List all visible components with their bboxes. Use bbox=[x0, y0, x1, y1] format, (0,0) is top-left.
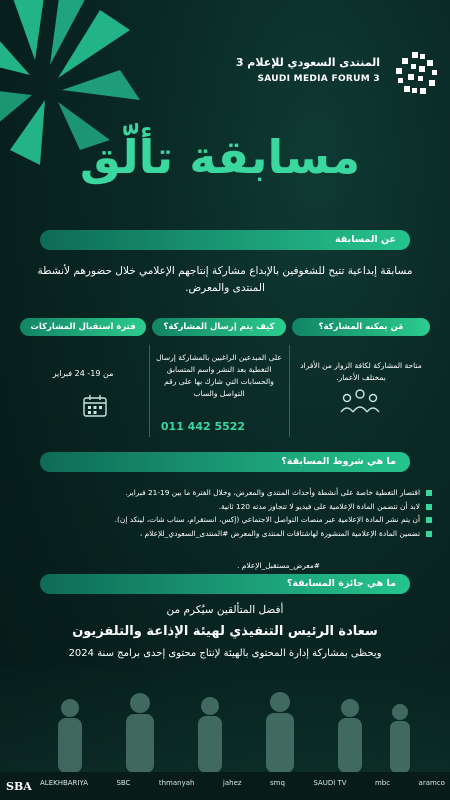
sponsor-logo: smq bbox=[269, 779, 285, 787]
calendar-icon bbox=[82, 394, 108, 418]
bullet-icon bbox=[426, 504, 432, 510]
prize-heading-bar bbox=[40, 574, 410, 594]
bullet-icon bbox=[426, 531, 432, 537]
sponsor-logo: jahez bbox=[222, 779, 242, 787]
forum-logo bbox=[235, 50, 440, 110]
list-item bbox=[20, 527, 432, 541]
list-item bbox=[20, 513, 432, 527]
bullet-icon bbox=[426, 517, 432, 523]
bullet-icon bbox=[426, 490, 432, 496]
when-heading: فترة استقبال المشاركات bbox=[20, 318, 146, 336]
sponsor-logos bbox=[40, 779, 445, 787]
sponsors-bar bbox=[0, 772, 450, 800]
conditions-heading: ما هي شروط المسابقة؟ bbox=[281, 456, 396, 467]
about-heading-bar bbox=[40, 230, 410, 250]
about-heading: عن المسابقة bbox=[335, 234, 396, 245]
condition-text: تضمين المادة الإعلامية المنشورة لهاشتاقات المنتدى والمعرض #المنتدى_السعودي_للإعلام ، bbox=[139, 528, 420, 538]
page-title: مسابقة تألّق bbox=[79, 130, 361, 184]
condition-text: لابد أن تتضمن المادة الإعلامية على فيديو لا تتجاوز مدته 120 ثانية. bbox=[218, 501, 420, 511]
sponsor-logo: aramco bbox=[418, 779, 445, 787]
prize-line-2: سعادة الرئيس التنفيذي لهيئة الإذاعة والتلفزيون bbox=[72, 624, 378, 639]
sponsor-logo: ALEKHBARIYA bbox=[40, 779, 89, 787]
contact-phone: 011 442 5522 bbox=[160, 420, 246, 433]
hashtag-text: #معرض_مستقبل_الإعلام . bbox=[237, 561, 320, 570]
conditions-heading-bar bbox=[40, 452, 410, 472]
how-heading: كيف يتم إرسال المشاركة؟ bbox=[152, 318, 286, 336]
logo-mark-icon bbox=[394, 50, 440, 96]
column-divider bbox=[289, 345, 290, 437]
who-text: متاحة المشاركة لكافة الزوار من الأفراد بمختلف الأعمار. bbox=[300, 361, 422, 382]
people-icon bbox=[338, 388, 382, 414]
prize-heading: ما هي جائزة المسابقة؟ bbox=[286, 578, 396, 589]
sponsor-logo: mbc bbox=[374, 779, 391, 787]
conditions-list bbox=[20, 486, 432, 540]
prize-line-1: أفضل المتألقين سيُكرم من bbox=[166, 604, 284, 616]
condition-text: أن يتم نشر المادة الإعلامية عبر منصات التواصل الاجتماعي (إكس، انستقرام، سناب شات، لينكد إن). bbox=[114, 515, 420, 524]
sponsor-logo: SAUDI TV bbox=[313, 779, 347, 787]
when-text: من 19- 24 فبراير bbox=[52, 369, 114, 378]
prize-line-3: ويحظى بمشاركة إدارة المحتوى بالهيئة لإنتاج محتوى إحدى برامج سنة 2024 bbox=[68, 648, 382, 659]
who-heading: مَن يمكنه المشاركة؟ bbox=[292, 318, 430, 336]
list-item bbox=[20, 486, 432, 500]
logo-english-text: SAUDI MEDIA FORUM 3 bbox=[257, 74, 380, 84]
condition-text: اقتصار التغطية خاصة على أنشطة وأحداث المنتدى والمعرض، وخلال الفترة ما بين 19-21 فبراير. bbox=[125, 488, 420, 497]
sponsor-logo: thmanyah bbox=[158, 779, 195, 787]
list-item bbox=[20, 500, 432, 514]
sponsor-logo: SBC bbox=[116, 779, 131, 787]
how-text: على المبدعين الراغبين بالمشاركة إرسال التغطية بعد النشر واسم المتسابق والحسابات التي شارك بها على رقم التواصل والساب bbox=[156, 353, 282, 398]
about-text: مسابقة إبداعية تتيح للشغوفين بالإبداع مشاركة إنتاجهم الإعلامي خلال حضورهم لأنشطة المنتدى والمعرض. bbox=[37, 265, 413, 294]
sba-logo: SBA bbox=[6, 780, 32, 793]
event-photo-strip bbox=[0, 668, 450, 773]
logo-arabic-text: المنتدى السعودي للإعلام 3 bbox=[235, 56, 380, 69]
